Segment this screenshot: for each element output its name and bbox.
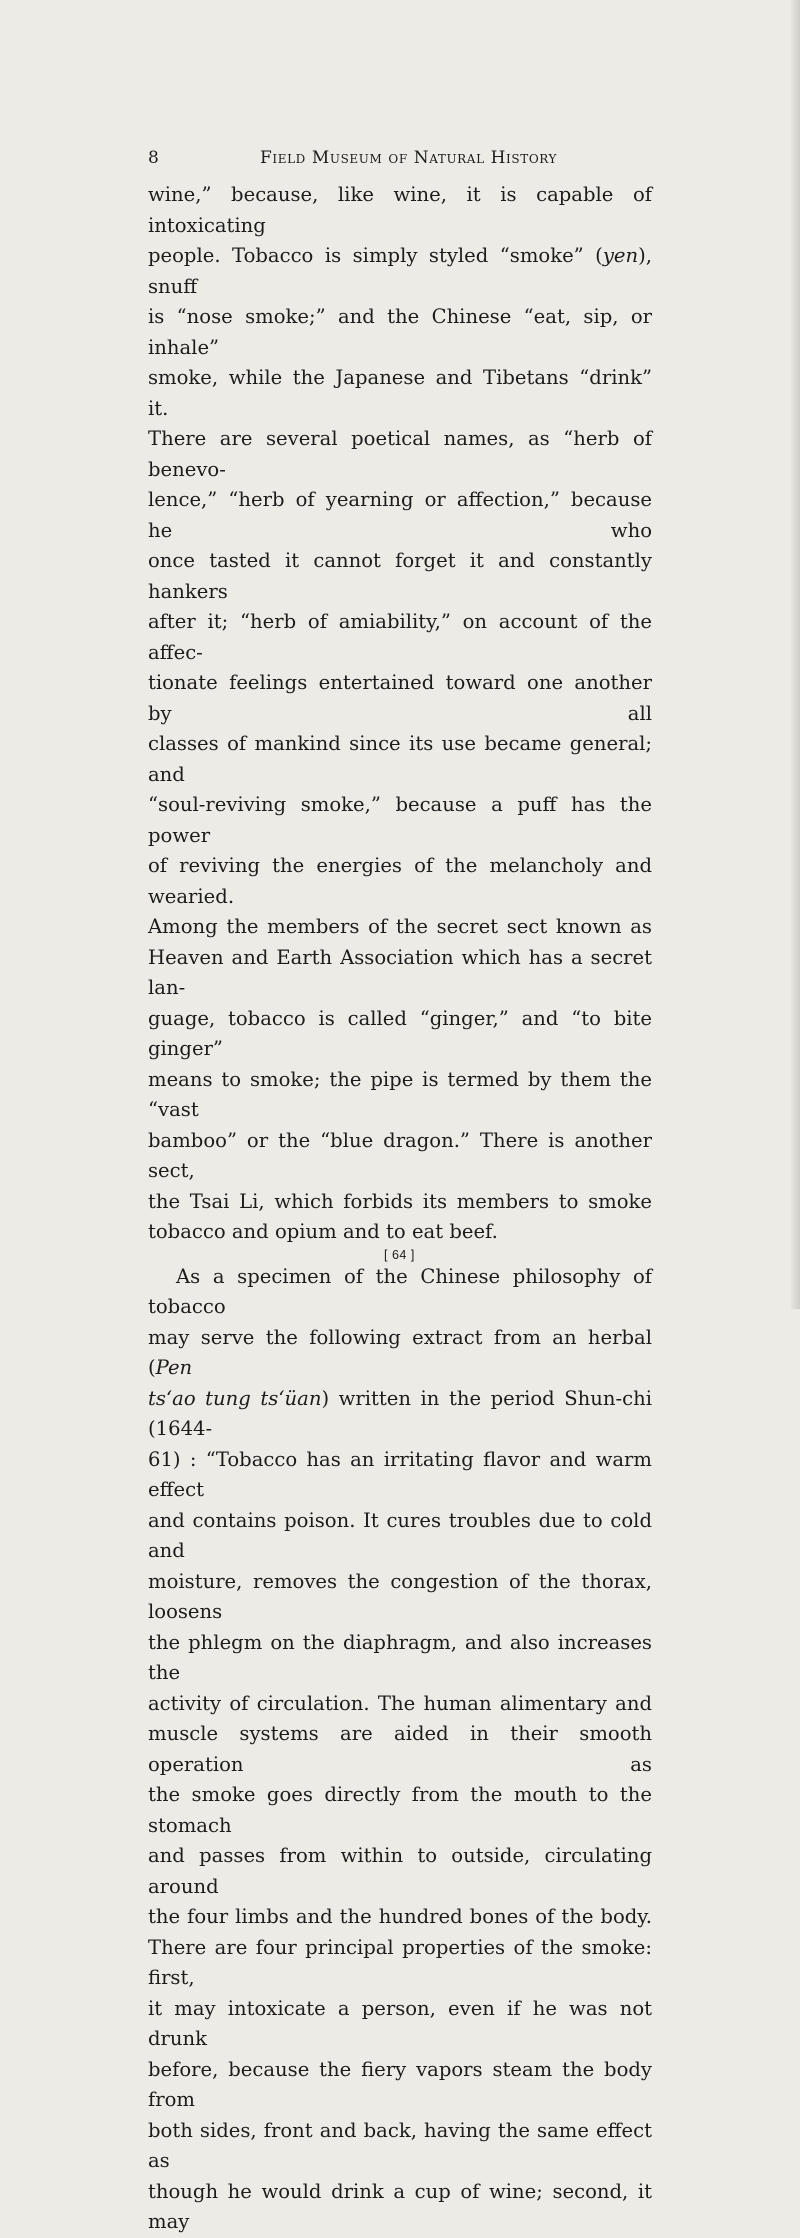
text-line: though he would drink a cup of wine; second, it may <box>148 2179 652 2233</box>
text-line-italic-yen: people. Tobacco is simply styled “smoke” (yen), snuff <box>148 244 652 298</box>
text-line: before, because the fiery vapors steam the body from <box>148 2057 652 2111</box>
text-line: tionate feelings entertained toward one another by all <box>148 671 652 725</box>
text-line: lence,” “herb of yearning or affection,” because he who <box>148 488 652 542</box>
text-line: it may intoxicate a person, even if he was not drunk <box>148 1996 652 2050</box>
text-line: bamboo” or the “blue dragon.” There is another sect, <box>148 1128 652 1182</box>
text-line: both sides, front and back, having the same effect as <box>148 2118 652 2172</box>
text-line: Heaven and Earth Association which has a secret lan- <box>148 945 652 999</box>
text-line: tobacco and opium and to eat beef. <box>148 1220 498 1243</box>
text-line: the smoke goes directly from the mouth to the stomach <box>148 1783 652 1837</box>
text-line: of reviving the energies of the melancholy and wearied. <box>148 854 652 908</box>
text-line: activity of circulation. The human alimentary and <box>148 1691 652 1715</box>
page-number: 8 <box>148 148 159 168</box>
text-line: the phlegm on the diaphragm, and also increases the <box>148 1630 652 1684</box>
text-line: Among the members of the secret sect known as <box>148 915 652 938</box>
text-line: muscle systems are aided in their smooth operation as <box>148 1722 652 1776</box>
text-line: “soul-reviving smoke,” because a puff has the power <box>148 793 652 847</box>
text-line: 61) : “Tobacco has an irritating flavor and warm effect <box>148 1447 652 1501</box>
running-head: Field Museum of Natural History <box>260 148 558 168</box>
text-line: and contains poison. It cures troubles due to cold and <box>148 1508 652 1562</box>
text-line: once tasted it cannot forget it and constantly hankers <box>148 549 652 603</box>
text-line: As a specimen of the Chinese philosophy of tobacco <box>148 1264 652 1318</box>
text-line-italic-pen: may serve the following extract from an herbal (Pen <box>148 1325 652 1379</box>
text-line: classes of mankind since its use became general; and <box>148 732 652 786</box>
folio: [ 64 ] <box>384 1248 415 1262</box>
text-line: guage, tobacco is called “ginger,” and “to bite ginger” <box>148 1006 652 1060</box>
text-line: and passes from within to outside, circulating around <box>148 1844 652 1898</box>
text-line: wine,” because, like wine, it is capable of intoxicating <box>148 183 652 237</box>
page-header <box>148 148 648 172</box>
body-text <box>148 180 652 2238</box>
text-line: means to smoke; the pipe is termed by them the “vast <box>148 1067 652 1121</box>
paragraph-2 <box>148 1262 652 2238</box>
text-line: after it; “herb of amiability,” on account of the affec- <box>148 610 652 664</box>
text-line: is “nose smoke;” and the Chinese “eat, sip, or inhale” <box>148 305 652 359</box>
text-line: There are four principal properties of the smoke: first, <box>148 1935 652 1989</box>
text-line: There are several poetical names, as “herb of benevo- <box>148 427 652 481</box>
page-edge <box>791 0 800 1309</box>
text-line-italic-title: ts‘ao tung ts‘üan) written in the period Shun-chi (1644- <box>148 1386 653 1440</box>
text-line: moisture, removes the congestion of the thorax, loosens <box>148 1569 652 1623</box>
text-line: the Tsai Li, which forbids its members to smoke <box>148 1189 652 1213</box>
paragraph-1 <box>148 180 652 1248</box>
text-line: smoke, while the Japanese and Tibetans “drink” it. <box>148 366 652 420</box>
text-line: the four limbs and the hundred bones of the body. <box>148 1905 652 1928</box>
